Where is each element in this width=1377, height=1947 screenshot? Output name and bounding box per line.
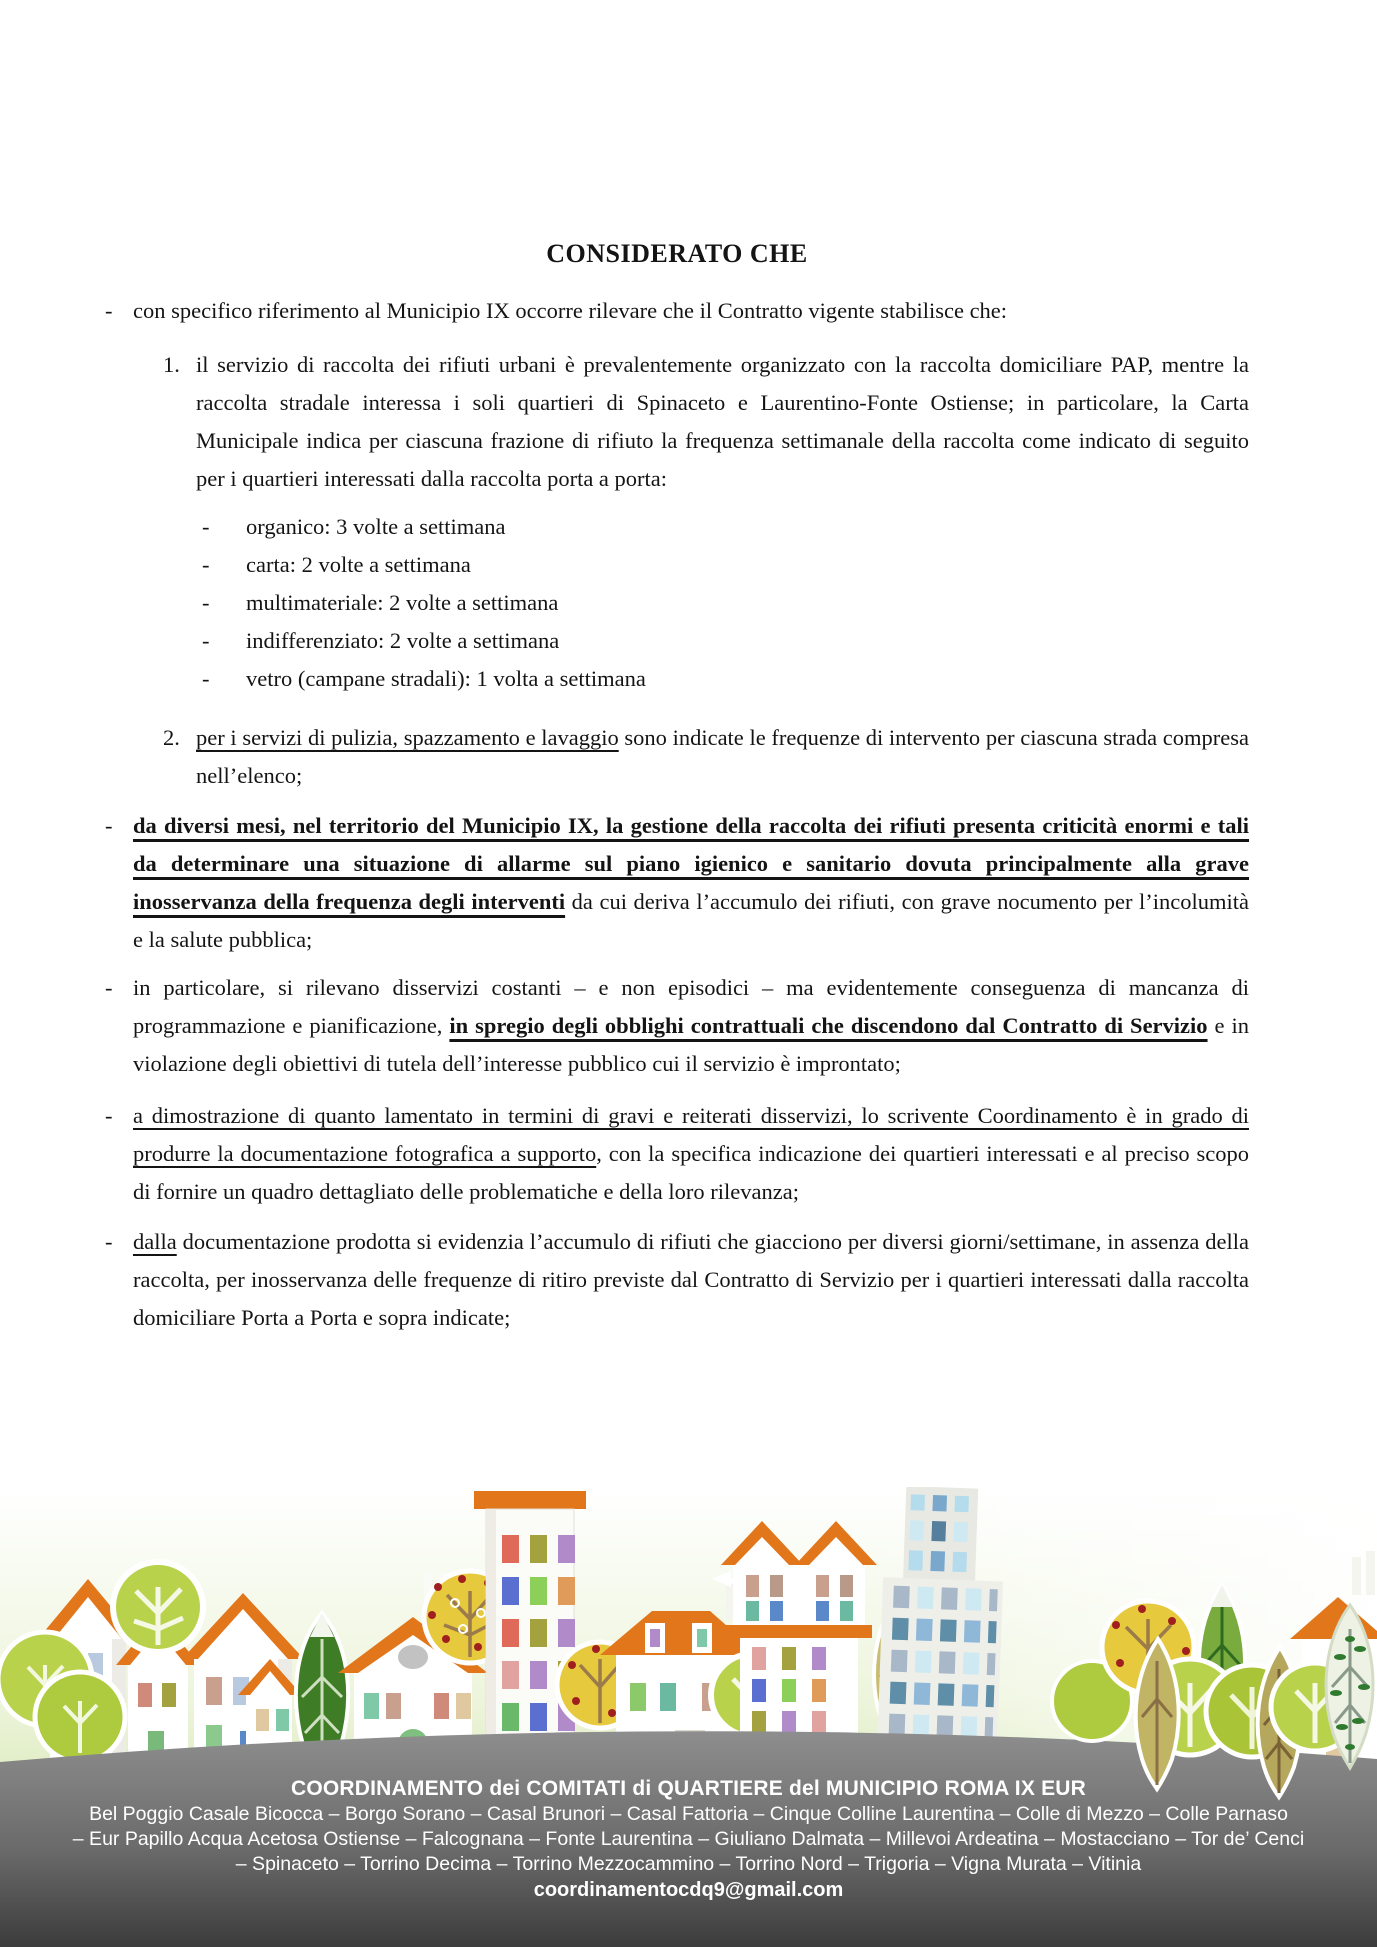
bullet-dash: - bbox=[105, 813, 113, 838]
item1-text: il servizio di raccolta dei rifiuti urbani è prevalentemente organizzato con la raccolta domiciliare PAP, mentre la raccolta stradale interessa i soli quartieri di Spinaceto e Laurentino-Fonte Ostiense; in particolare, la Carta Municipale indica per ciascuna frazione di rifiuto la frequenza settimanale della raccolta come indicato di seguito per i quartieri interessati dalla raccolta porta a porta: bbox=[196, 352, 1249, 491]
bullet-dash: - bbox=[105, 1103, 113, 1128]
sub-item-carta bbox=[105, 546, 1249, 584]
numbered-item-2 bbox=[105, 719, 1249, 795]
sub-item-text: vetro (campane stradali): 1 volta a settimana bbox=[246, 666, 646, 691]
document-body bbox=[105, 238, 1249, 1353]
bullet3-text-start: in particolare, si rilevano disservizi costanti – e non episodici – ma evidentemente conseguenza di mancanza di programmazione e pianificazione, bbox=[133, 975, 1249, 1038]
sub-item-indifferenziato bbox=[105, 622, 1249, 660]
sub-item-vetro bbox=[105, 660, 1249, 698]
sub-item-text: multimateriale: 2 volte a settimana bbox=[246, 590, 559, 615]
bullet-dash: - bbox=[105, 298, 113, 323]
bullet-dash: - bbox=[202, 552, 210, 577]
intro-text: con specifico riferimento al Municipio IX occorre rilevare che il Contratto vigente stabilisce che: bbox=[133, 298, 1008, 323]
bullet-intro bbox=[105, 292, 1249, 330]
sub-item-text: carta: 2 volte a settimana bbox=[246, 552, 471, 577]
bullet4-underlined-text: a dimostrazione di quanto lamentato in termini di gravi e reiterati disservizi, lo scrivente Coordinamento è in grado di produrre la documentazione fotografica a supporto bbox=[133, 1103, 1249, 1166]
bullet4-text: , con la specifica indicazione dei quartieri interessati e al preciso scopo di fornire un quadro dettagliato delle problematiche e della loro rilevanza; bbox=[133, 1141, 1249, 1204]
item-number: 1. bbox=[163, 352, 180, 377]
bullet3-bold-underlined-text: in spregio degli obblighi contrattuali che discendono dal Contratto di Servizio bbox=[449, 1013, 1208, 1038]
item2-underlined-text: per i servizi di pulizia, spazzamento e lavaggio bbox=[196, 725, 619, 750]
frequency-sublist bbox=[105, 508, 1249, 698]
footer-districts-line2: – Eur Papillo Acqua Acetosa Ostiense – Falcognana – Fonte Laurentina – Giuliano Dalmata – Millevoi Ardeatina – Mostacciano – Tor de’ Cenci bbox=[72, 1828, 1305, 1850]
tree-round-big bbox=[113, 1562, 203, 1652]
page-title: CONSIDERATO CHE bbox=[546, 239, 808, 268]
bullet3-text-rest: e in violazione degli obiettivi di tutela dell’interesse pubblico cui il servizio è improntato; bbox=[133, 1013, 1249, 1076]
bullet-dash: - bbox=[105, 1229, 113, 1254]
footer-districts-line3: – Spinaceto – Torrino Decima – Torrino Mezzocammino – Torrino Nord – Trigoria – Vigna Murata – Vitinia bbox=[235, 1853, 1142, 1875]
bullet-dash: - bbox=[202, 514, 210, 539]
bullet-criticita bbox=[105, 807, 1249, 959]
bullet-dash: - bbox=[202, 590, 210, 615]
numbered-item-1 bbox=[105, 346, 1249, 498]
footer-email: coordinamentocdq9@gmail.com bbox=[533, 1879, 844, 1901]
bullet-dimostrazione bbox=[105, 1097, 1249, 1211]
sub-item-text: indifferenziato: 2 volte a settimana bbox=[246, 628, 560, 653]
bullet2-text: da cui deriva l’accumulo dei rifiuti, con grave nocumento per l’incolumità e la salute pubblica; bbox=[133, 889, 1249, 952]
bullet-disservizi bbox=[105, 969, 1249, 1083]
bullet-dash: - bbox=[202, 666, 210, 691]
bullet-dash: - bbox=[202, 628, 210, 653]
sub-item-organico bbox=[105, 508, 1249, 546]
bullet2-bold-underlined-text: da diversi mesi, nel territorio del Municipio IX, la gestione della raccolta dei rifiuti presenta criticità enormi e tali da determinare una situazione di allarme sul piano igienico e sanitario dovuta principalmente alla grave inosservanza della frequenza degli interventi bbox=[133, 813, 1249, 914]
footer-org-title: COORDINAMENTO dei COMITATI di QUARTIERE del MUNICIPIO ROMA IX EUR bbox=[290, 1777, 1087, 1800]
sub-item-multimateriale bbox=[105, 584, 1249, 622]
item2-text: sono indicate le frequenze di intervento per ciascuna strada compresa nell’elenco; bbox=[196, 725, 1249, 788]
bullet-dash: - bbox=[105, 975, 113, 1000]
bullet-documentazione bbox=[105, 1223, 1249, 1337]
item-number: 2. bbox=[163, 725, 180, 750]
bullet5-text: documentazione prodotta si evidenzia l’accumulo di rifiuti che giacciono per diversi giorni/settimane, in assenza della raccolta, per inosservanza delle frequenze di ritiro previste dal Contratto di Servizio per i quartieri interessati dalla raccolta domiciliare Porta a Porta e sopra indicate; bbox=[133, 1229, 1249, 1330]
footer bbox=[0, 1776, 1377, 1904]
bullet5-underlined-text: dalla bbox=[133, 1229, 177, 1254]
footer-districts-line1: Bel Poggio Casale Bicocca – Borgo Sorano – Casal Brunori – Casal Fattoria – Cinque Colline Laurentina – Colle di Mezzo – Colle Parnaso bbox=[89, 1803, 1288, 1825]
sub-item-text: organico: 3 volte a settimana bbox=[246, 514, 506, 539]
